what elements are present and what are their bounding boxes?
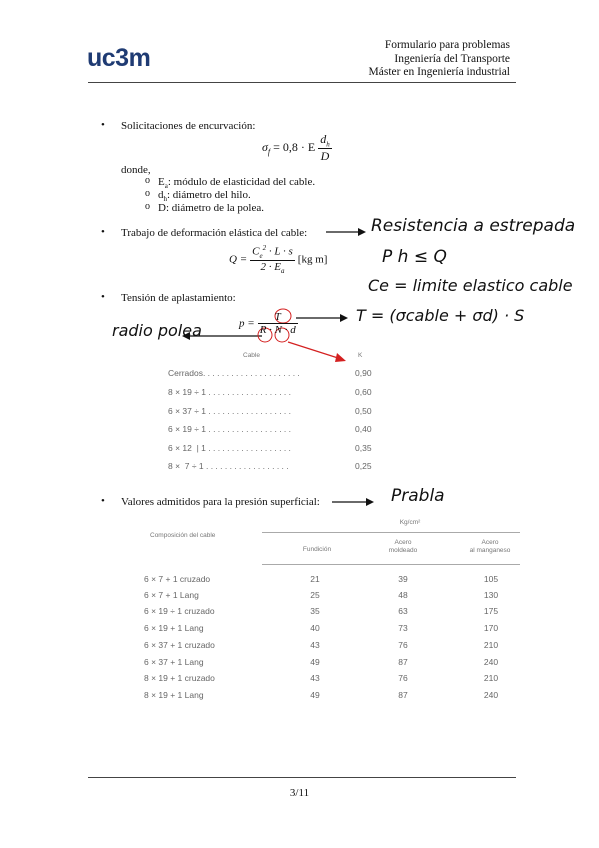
formula-den: D	[320, 149, 330, 164]
table-cell: 0,60	[355, 387, 372, 397]
table-row: 6 × 19 ÷ 1 . . . . . . . . . . . . . . . . . .	[168, 424, 292, 434]
header-line-3: Máster en Ingeniería industrial	[368, 66, 510, 78]
table-cell: 25	[310, 590, 320, 600]
table-cell: 76	[398, 640, 408, 650]
formula-mid: = 0,8 · E	[273, 139, 316, 154]
handwritten-note-prabla: Prabla	[391, 486, 445, 506]
table-row: 6 × 37 ÷ 1 . . . . . . . . . . . . . . . . . .	[168, 406, 292, 416]
table-cell: 0,40	[355, 424, 372, 434]
handwritten-note-ce: Ce = limite elastico cable	[368, 276, 573, 295]
def-item-ea: o $E_a$: módulo de elasticidad del cable.	[158, 176, 315, 190]
header-line-1: Formulario para problemas	[384, 39, 510, 51]
pressure-col-unit: Kg/cm²	[399, 519, 421, 526]
header-line-2: Ingeniería del Transporte	[394, 52, 510, 65]
cable-table-col-cable: Cable	[243, 352, 260, 359]
table-cell: 87	[398, 657, 408, 667]
table-row: 8 × 19 + 1 Lang	[144, 690, 204, 700]
pressure-col-composition: Composición del cable	[150, 532, 216, 539]
table-cell: 21	[310, 574, 320, 584]
table-cell: 49	[310, 690, 320, 700]
table-cell: 130	[483, 590, 499, 600]
table-row: 6 × 37 + 1 Lang	[144, 657, 204, 667]
table-row: 8 × 19 + 1 cruzado	[144, 673, 215, 683]
table-cell: 175	[483, 606, 499, 616]
table-cell: 43	[310, 640, 320, 650]
table-cell: 39	[398, 574, 408, 584]
pressure-table-rule	[262, 532, 520, 533]
formula-num-sub: h	[326, 140, 330, 149]
footer-rule	[88, 777, 516, 778]
table-cell: 105	[483, 574, 499, 584]
table-row: 6 × 12 | 1 . . . . . . . . . . . . . . . . . .	[168, 443, 291, 453]
table-row: Cerrados. . . . . . . . . . . . . . . . . . . . .	[168, 368, 300, 378]
page-number: 3/11	[289, 787, 310, 799]
table-cell: 170	[483, 623, 499, 633]
table-cell: 0,25	[355, 461, 372, 471]
table-cell: 0,35	[355, 443, 372, 453]
table-cell: 0,50	[355, 406, 372, 416]
bullet-aplastamiento: • Tensión de aplastamiento:	[121, 292, 236, 304]
table-cell: 0,90	[355, 368, 372, 378]
formula-lhs-sub: f	[267, 147, 271, 157]
table-cell: 240	[483, 690, 499, 700]
table-row: 8 × 7 ÷ 1 . . . . . . . . . . . . . . . . . .	[168, 461, 289, 471]
formula2-lhs: Q =	[229, 253, 248, 266]
pressure-table-rule-2	[262, 564, 520, 565]
formula2-unit: [kg m]	[297, 253, 328, 266]
table-cell: 35	[310, 606, 320, 616]
table-row: 8 × 19 ÷ 1 . . . . . . . . . . . . . . . . . .	[168, 387, 292, 397]
table-cell: 40	[310, 623, 320, 633]
handwritten-note-tension: T = (σcable + σd) · S	[356, 306, 525, 325]
handwritten-note-ph: P h ≤ Q	[382, 247, 447, 267]
table-row: 6 × 19 ÷ 1 cruzado	[144, 606, 215, 616]
table-cell: 76	[398, 673, 408, 683]
table-row: 6 × 7 + 1 cruzado	[144, 574, 211, 584]
table-cell: 43	[310, 673, 320, 683]
formula3-den: R · N · d	[259, 324, 296, 336]
table-row: 6 × 37 + 1 cruzado	[144, 640, 215, 650]
bullet-presion: • Valores admitidos para la presión superficial:	[121, 496, 320, 508]
table-row: 6 × 7 + 1 Lang	[144, 590, 199, 600]
formula3-num: T	[258, 311, 298, 324]
handwritten-note-resistencia: Resistencia a estrepada	[371, 216, 576, 236]
formula-num: d	[320, 132, 327, 146]
table-row: 6 × 19 + 1 Lang	[144, 623, 204, 633]
def-item-dh: o $d_h$: diámetro del hilo.	[158, 189, 251, 203]
handwritten-note-radio: radio polea	[112, 321, 202, 340]
table-cell: 48	[398, 590, 408, 600]
bullet-encurvacion: • Solicitaciones de encurvación:	[121, 120, 255, 132]
formula-lhs: σ	[262, 139, 268, 154]
def-item-d: o D: diámetro de la polea.	[158, 202, 264, 214]
table-cell: 73	[398, 623, 408, 633]
formula-aplastamiento	[239, 311, 298, 336]
table-cell: 240	[483, 657, 499, 667]
formula2-fraction: $\frac{C_e^2 \cdot L \cdot s}{2 \cdot E_a}$	[252, 244, 293, 276]
pressure-col-acero-manganeso: Acero al manganeso	[469, 539, 511, 554]
university-logo: uc3m	[87, 44, 151, 72]
pressure-col-fundicion: Fundición	[302, 546, 332, 553]
table-cell: 49	[310, 657, 320, 667]
table-cell: 87	[398, 690, 408, 700]
cable-table-col-k: K	[358, 352, 363, 359]
pressure-col-acero-moldeado: Acero moldeado	[388, 539, 418, 554]
formula3-fraction	[258, 311, 298, 336]
table-cell: 210	[483, 673, 499, 683]
table-cell: 210	[483, 640, 499, 650]
where-label: donde,	[121, 164, 151, 176]
table-cell: 63	[398, 606, 408, 616]
bullet-trabajo: • Trabajo de deformación elástica del cable:	[121, 227, 307, 239]
formula3-lhs: p =	[239, 317, 255, 330]
